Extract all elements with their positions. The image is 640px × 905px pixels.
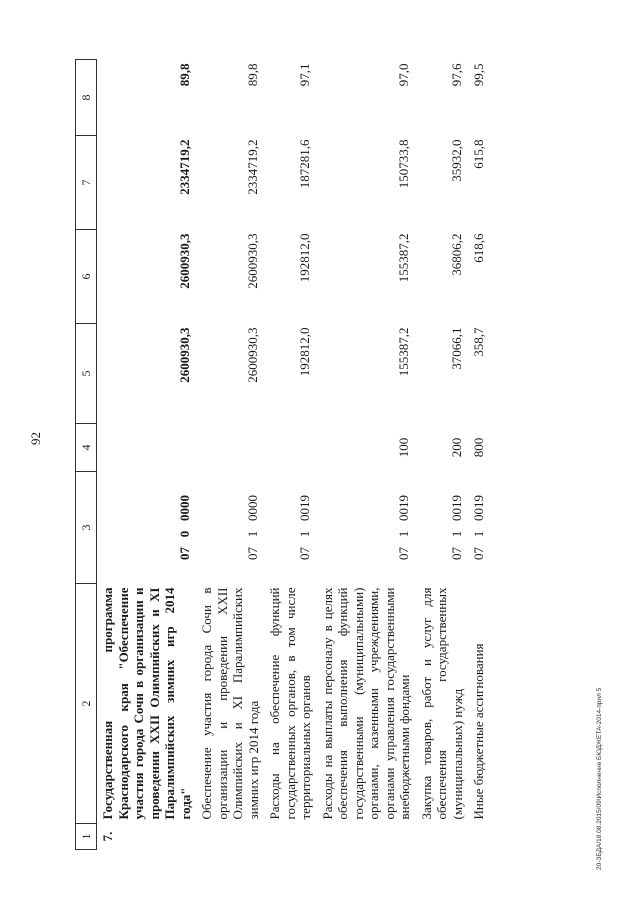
row-name: Государственная программа Краснодарского края "Обеспечение участия города Сочи в организации и проведении XXII Олимпийских и XI Паралимпийских зимних игр 2014 года": [100, 587, 193, 820]
table-row: [317, 60, 416, 850]
row-codes: [196, 472, 264, 584]
header-cell: 1: [76, 824, 97, 850]
value-col7: 187281,6: [297, 139, 312, 189]
value-col7: 2334719,2: [244, 139, 260, 195]
value-col7: 150733,8: [396, 139, 411, 189]
row-codes: [317, 472, 416, 584]
code-vr: 800: [471, 437, 486, 458]
code-vr: [196, 424, 264, 472]
header-row: [76, 60, 97, 850]
value-col6: 2600930,3: [176, 233, 192, 289]
row-name: Обеспечение участия города Сочи в организации и проведении XXII Олимпийских и XI Паралимпийских зимних игр 2014 года: [199, 587, 261, 820]
header-cell: 6: [76, 230, 97, 324]
code-csr: 0019: [297, 495, 312, 521]
code-rz: 07: [297, 547, 312, 560]
header-cell: 2: [76, 584, 97, 824]
header-cell: 4: [76, 424, 97, 472]
row-codes: [264, 472, 317, 584]
code-pr: 1: [244, 530, 260, 538]
value-col8: 97,0: [396, 63, 411, 87]
code-rz: 07: [471, 547, 486, 560]
value-col5: 37066,1: [448, 327, 464, 370]
page-number: 92: [28, 432, 43, 445]
row-codes: [468, 472, 491, 584]
code-vr: [264, 424, 317, 472]
row-name: Расходы на обеспечение функций государственных органов, в том числе территориальных органов: [267, 587, 313, 820]
value-col5: 2600930,3: [244, 327, 260, 383]
value-col7: 35932,0: [448, 139, 464, 182]
value-col7: 2334719,2: [176, 139, 192, 195]
row-name: Иные бюджетные ассигнования: [471, 643, 486, 820]
header-cell: 8: [76, 60, 97, 136]
code-csr: 0019: [448, 495, 464, 521]
row-name: Закупка товаров, работ и услуг для обеспечения государственных (муниципальных) нужд: [418, 587, 465, 820]
code-rz: 07: [244, 547, 260, 560]
code-csr: 0019: [396, 495, 411, 521]
value-col8: 97,1: [297, 63, 312, 87]
value-col6: 618,6: [471, 233, 486, 263]
row-number: [468, 824, 491, 850]
table-row: [97, 60, 197, 850]
rotated-table-wrapper: [75, 50, 565, 850]
code-pr: 0: [176, 530, 192, 538]
value-col5: 192812,0: [297, 327, 312, 377]
header-cell: 3: [76, 472, 97, 584]
value-col8: 89,8: [244, 63, 260, 87]
code-csr: 0019: [471, 495, 486, 521]
row-codes: [416, 472, 469, 584]
code-vr: 100: [396, 437, 411, 458]
code-pr: 1: [471, 530, 486, 538]
code-rz: 07: [448, 547, 464, 560]
table-row: [416, 60, 469, 850]
value-col5: 155387,2: [396, 327, 411, 377]
code-pr: 1: [297, 530, 312, 538]
value-col5: 358,7: [471, 327, 486, 357]
value-col7: 615,8: [471, 139, 486, 169]
code-pr: 1: [396, 530, 411, 538]
code-vr: [97, 424, 197, 472]
code-csr: 0000: [244, 495, 260, 521]
row-number: [264, 824, 317, 850]
value-col6: 2600930,3: [244, 233, 260, 289]
value-col8: 89,8: [176, 63, 192, 87]
value-col6: 36806,2: [448, 233, 464, 276]
row-number: 7.: [100, 831, 115, 842]
code-rz: 07: [396, 547, 411, 560]
budget-table: [75, 59, 491, 850]
value-col6: 155387,2: [396, 233, 411, 283]
table-row: [196, 60, 264, 850]
row-number: [317, 824, 416, 850]
code-pr: 1: [448, 530, 464, 538]
row-codes: [97, 472, 197, 584]
code-vr: 200: [448, 437, 464, 458]
value-col8: 99,5: [471, 63, 486, 87]
table-row: [468, 60, 491, 850]
code-csr: 0000: [176, 495, 192, 521]
header-cell: 7: [76, 136, 97, 230]
value-col6: 192812,0: [297, 233, 312, 283]
footer-filepath: 20-ЗБДА/18.08.2015/09\Исполнение БЮДЖЕТА-2014-прил 5: [596, 687, 603, 870]
code-rz: 07: [176, 547, 192, 560]
table-row: [264, 60, 317, 850]
row-name: Расходы на выплаты персоналу в целях обеспечения выполнения функций государственными (муниципальными) органами, казенными учреждениями, органами управления государственными внебюджетными фондами: [319, 587, 412, 820]
row-number: [416, 824, 469, 850]
value-col5: 2600930,3: [176, 327, 192, 383]
value-col8: 97,6: [448, 63, 464, 87]
header-cell: 5: [76, 324, 97, 424]
row-number: [196, 824, 264, 850]
